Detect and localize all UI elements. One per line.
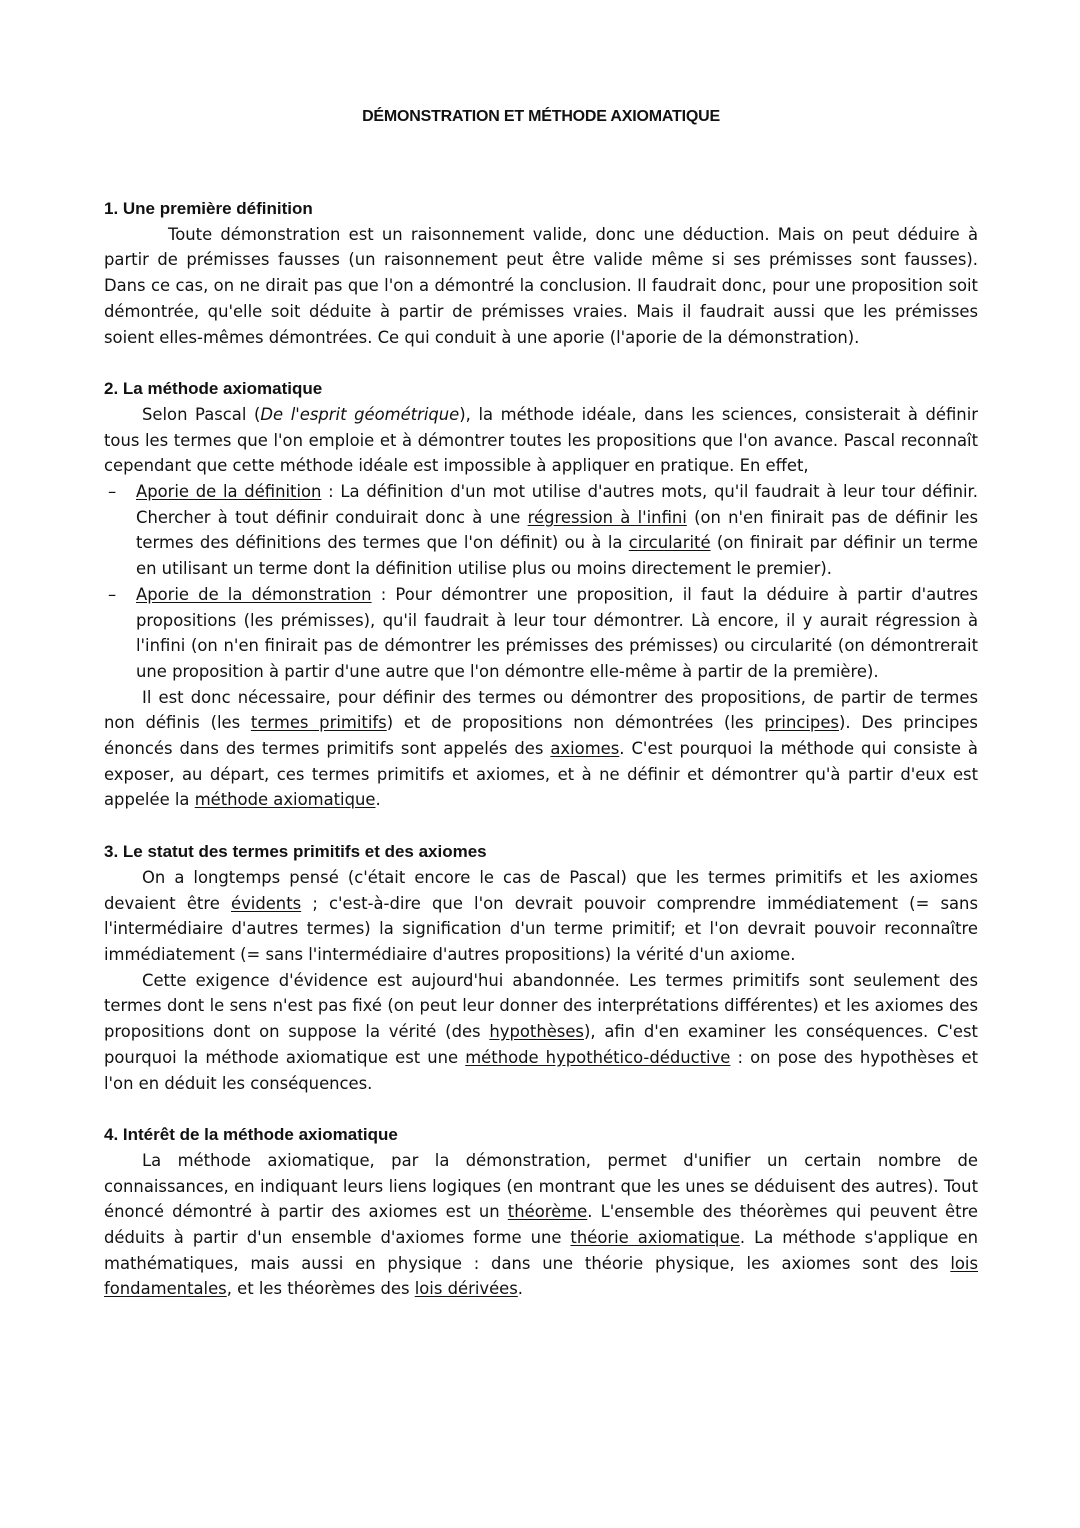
section-4 [104, 1122, 978, 1302]
section-2 [104, 376, 978, 813]
underlined-term: lois fondamentales [104, 1253, 978, 1299]
underlined-term: théorie axiomatique [570, 1228, 740, 1248]
text-run: . La méthode s'applique en mathématiques, mais aussi en physique : dans une théorie physique, les axiomes sont des [104, 1228, 978, 1273]
underlined-term: lois dérivées [414, 1279, 518, 1299]
text-run: ) et de propositions non démontrées (les [386, 713, 765, 733]
text-run: : Pour démontrer une proposition, il faut la déduire à partir d'autres propositions (les prémisses), qu'il faudrait à leur tour démontrer. Là encore, il y aurait régression à l'infini (on n'en finirait pas de démontrer les prémisses des prémisses) ou circularité (on démontrerait une proposition à partir d'une autre que l'on démontre elle-même à partir de la première). [136, 584, 978, 681]
text-run: Cette exigence d'évidence est aujourd'hui abandonnée. Les termes primitifs sont seulement des termes dont le sens n'est pas fixé (on peut leur donner des interprétations différentes) et les axiomes des propositions dont on suppose la vérité (des [104, 970, 978, 1042]
text-run: , et les théorèmes des [226, 1279, 415, 1299]
underlined-term: méthode axiomatique [194, 790, 376, 810]
section-3 [104, 839, 978, 1096]
underlined-term: méthode hypothético-déductive [465, 1047, 731, 1067]
text-run: ; c'est-à-dire que l'on devrait pouvoir comprendre immédiatement (= sans l'intermédiaire d'autres termes) la signification d'un terme primitif; et l'on devrait pouvoir reconnaître immédiatement (= sans l'intermédiaire d'autres propositions) la vérité d'un axiome. [104, 893, 978, 964]
text-run: . C'est pourquoi la méthode qui consiste à exposer, au départ, ces termes primitifs et axiomes, et à ne définir et démontrer qu'à partir d'eux est appelée la [104, 739, 978, 810]
dash-bullet: – [108, 584, 117, 604]
text-run: (on finirait par définir un terme en utilisant un terme dont la définition utilise plus ou moins directement le premier). [136, 533, 978, 579]
text-run: . [375, 790, 381, 810]
underlined-term: théorème [507, 1202, 588, 1222]
text-run: La méthode axiomatique, par la démonstration, permet d'unifier un certain nombre de connaissances, en indiquant leurs liens logiques (en montrant que les unes se déduisent des autres). Tout énoncé démontré à partir des axiomes est un [104, 1150, 978, 1222]
paragraph [104, 1148, 978, 1302]
text-run: . L'ensemble des théorèmes qui peuvent être déduits à partir d'un ensemble d'axiomes forme une [104, 1202, 978, 1248]
document-title: DÉMONSTRATION ET MÉTHODE AXIOMATIQUE [362, 108, 720, 125]
list-item [104, 479, 978, 582]
section-heading: 3. Le statut des termes primitifs et des axiomes [104, 842, 487, 862]
section-heading: 2. La méthode axiomatique [104, 379, 323, 399]
paragraph [104, 865, 978, 968]
book-title: De l'esprit géométrique [260, 404, 460, 424]
text-run: . [517, 1279, 523, 1299]
underlined-term: Aporie de la démonstration [136, 584, 372, 604]
paragraph [104, 402, 978, 479]
list-item [104, 582, 978, 685]
text-run: Selon Pascal ( [142, 404, 261, 424]
paragraph-text: Toute démonstration est un raisonnement valide, donc une déduction. Mais on peut déduire à partir de prémisses fausses (un raisonnement peut être valide même si ses prémisses sont fausses). Dans ce cas, on ne dirait pas que l'on a démontré la conclusion. Il faudrait donc, pour une proposition soit démontrée, qu'elle soit déduite à partir de prémisses vraies. Mais il faudrait aussi que les prémisses soient elles-mêmes démontrées. Ce qui conduit à une aporie (l'aporie de la démonstration). [104, 224, 978, 347]
section-heading: 4. Intérêt de la méthode axiomatique [104, 1125, 398, 1145]
section-1 [104, 196, 978, 350]
underlined-term: évidents [230, 893, 302, 913]
underlined-term: termes primitifs [250, 713, 387, 733]
text-run: : on pose des hypothèses et l'on en déduit les conséquences. [104, 1047, 978, 1093]
underlined-term: axiomes [550, 739, 620, 759]
paragraph [104, 968, 978, 1097]
text-run: ). Des principes énoncés dans des termes primitifs sont appelés des [104, 713, 978, 759]
document-page [104, 104, 978, 1328]
text-run: : La définition d'un mot utilise d'autres mots, qu'il faudrait à leur tour définir. Chercher à tout définir conduirait donc à une [136, 482, 979, 527]
section-heading: 1. Une première définition [104, 199, 313, 218]
underlined-term: régression à l'infini [527, 507, 687, 527]
paragraph [104, 222, 978, 351]
dash-bullet: – [108, 482, 117, 502]
underlined-term: Aporie de la définition [136, 482, 322, 502]
text-run: ), la méthode idéale, dans les sciences, consisterait à définir tous les termes que l'on emploie et à démontrer toutes les propositions que l'on avance. Pascal reconnaît cependant que cette méthode idéale est impossible à appliquer en pratique. En effet, [104, 404, 978, 476]
aporia-list [104, 479, 978, 685]
underlined-term: hypothèses [489, 1022, 584, 1042]
text-run: Il est donc nécessaire, pour définir des termes ou démontrer des propositions, de partir de termes non définis (les [104, 687, 978, 733]
text-run: On a longtemps pensé (c'était encore le cas de Pascal) que les termes primitifs et les axiomes devaient être [104, 867, 978, 913]
underlined-term: principes [764, 713, 839, 733]
text-run: (on n'en finirait pas de définir les termes des définitions des termes que l'on définit) ou à la [136, 507, 978, 553]
paragraph [104, 685, 978, 814]
text-run: ), afin d'en examiner les conséquences. C'est pourquoi la méthode axiomatique est une [104, 1022, 978, 1067]
underlined-term: circularité [628, 533, 711, 553]
